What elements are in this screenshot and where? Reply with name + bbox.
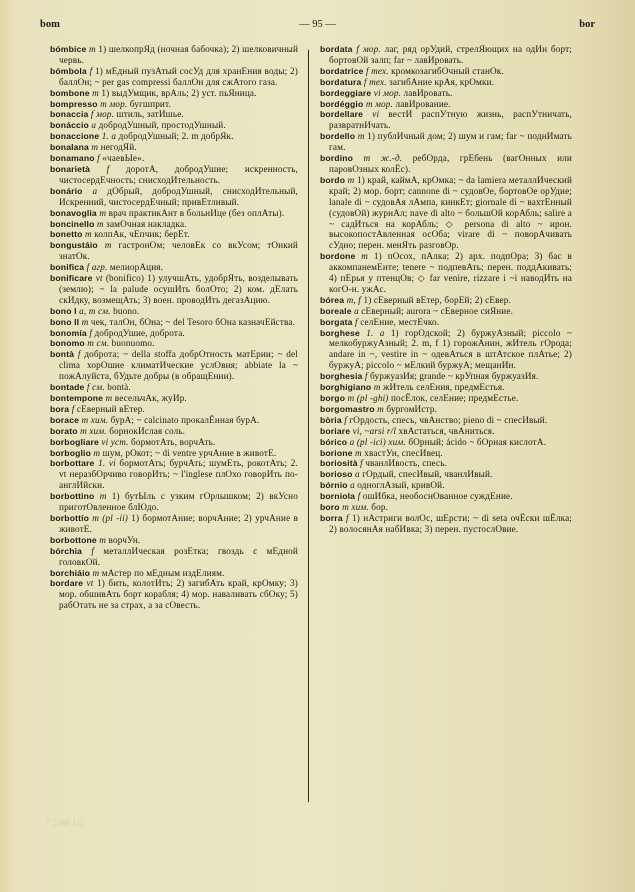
dictionary-entry	[50, 262, 298, 273]
grammar-label: f	[344, 414, 347, 425]
headword: bórnio	[320, 480, 348, 491]
headword: bonaccione	[50, 131, 100, 142]
headword: bombone	[50, 87, 90, 98]
grammar-label: f тех.	[365, 65, 389, 76]
grammar-label: m	[91, 142, 99, 153]
grammar-label: f тех.	[363, 76, 387, 87]
dictionary-entry	[320, 109, 572, 131]
headword: bómbice	[50, 44, 87, 54]
definition: bontà.	[107, 382, 131, 393]
definition: загибАние крАя, крОмки.	[389, 76, 495, 87]
definition: 1) публИчный дом; 2) шум и гам; far ~ поднИмать гам.	[329, 131, 572, 153]
dictionary-entry	[50, 535, 298, 546]
grammar-label: m, f	[346, 294, 361, 305]
dictionary-entry	[320, 99, 572, 110]
grammar-label: f	[91, 545, 95, 556]
dictionary-entry	[320, 88, 572, 99]
definition: буржуазИя; grande ~ крУпная буржуазИя.	[370, 371, 539, 382]
definition: гОрдость, спесь, чвАнство; pieno di ~ спесИвый.	[349, 414, 548, 425]
grammar-label: vi уст.	[101, 436, 129, 447]
headword: bonarietà	[50, 163, 91, 174]
definition: чек, талОн, бОна; ~ del Tesoro бОна казначЕйства.	[90, 316, 296, 327]
dictionary-entry	[50, 88, 298, 99]
definition: бормотАть, ворчАть.	[131, 436, 216, 447]
headword: bonáccio	[50, 120, 89, 131]
dictionary-entry	[50, 349, 298, 382]
definition: добродУшный; 2. m добрЯк.	[118, 131, 234, 142]
definition: buonuomo.	[111, 338, 155, 349]
dictionary-entry	[320, 448, 572, 459]
column-divider	[308, 50, 309, 802]
headword: borghigiano	[320, 382, 372, 393]
headword: borbottino	[50, 491, 95, 502]
headword: bórea	[320, 294, 345, 305]
definition: (bonifico) 1) улучшАть, удобрЯть, возделывать (землю); ~ la palude осушИть болОто; 2) ком. дЕлать скИдку, возмещАть; 3) воен. проводИть дегазАцию.	[59, 273, 298, 305]
grammar-label: m (pl -ii)	[92, 512, 129, 523]
dictionary-entry	[320, 404, 572, 415]
dictionary-entry	[50, 306, 298, 317]
definition: лаг, ряд орУдий, стрелЯющих на одИн борт; бортовОй залп; far ~ лавИровать.	[329, 44, 572, 65]
grammar-label: m ж.-д.	[363, 153, 403, 164]
definition: одноглАзый, кривОй.	[357, 480, 445, 491]
dictionary-entry	[320, 66, 572, 77]
dictionary-entry	[50, 66, 298, 88]
headword: borgo	[320, 393, 346, 403]
definition: сЕверный; aurora ~ сЕверное сиЯние.	[361, 305, 514, 316]
dictionary-entry	[50, 153, 298, 164]
headword: borghese	[320, 327, 360, 338]
dictionary-entry	[320, 393, 572, 404]
dictionary-entry	[50, 120, 298, 131]
definition: дОбрый, добродУшный, снисходИтельный, Искренний, чистосердЕчный; привЕтливый.	[59, 185, 298, 207]
left-column	[50, 44, 298, 611]
headword: bompresso	[50, 98, 98, 109]
definition: добродУшный, простодУшный.	[98, 120, 226, 131]
grammar-label: f	[355, 316, 358, 327]
headword: bonaccia	[50, 109, 89, 120]
dictionary-entry	[50, 328, 298, 339]
definition: доброта; ~ della stoffa добрОтность матЕрии; ~ del clima хорОшие климатИческие услОвия; abbiate la ~ пожАлуйста, бУдьте добры (в обращЕнии).	[59, 349, 298, 382]
definition: ошИбка, необоснОванное суждЕние.	[362, 491, 513, 502]
headword: bongustáio	[50, 240, 98, 251]
grammar-label: f	[106, 163, 110, 174]
headword: boro	[320, 502, 340, 513]
grammar-label: a	[355, 469, 360, 480]
grammar-label: f	[346, 512, 349, 523]
left-guide-word: bom	[40, 19, 60, 30]
definition: бургомИстр.	[386, 403, 438, 414]
dictionary-entry	[50, 229, 298, 240]
running-head	[40, 19, 595, 33]
definition: негодЯй.	[100, 142, 137, 153]
grammar-label: f см.	[86, 382, 105, 393]
dictionary-entry	[50, 164, 298, 186]
headword: boriosità	[320, 458, 358, 469]
right-guide-word: bor	[579, 19, 595, 30]
definition: бор.	[371, 502, 389, 513]
definition: чванлИвость, спесь.	[365, 458, 447, 469]
definition: 1) выдУмщик, врАль; 2) уст. пьЯница.	[101, 87, 257, 98]
headword: borra	[320, 512, 343, 523]
grammar-label: f	[89, 327, 93, 338]
grammar-label: m	[85, 229, 92, 240]
headword: bonomo	[50, 338, 85, 349]
dictionary-entry	[50, 578, 298, 611]
headword: borioso	[320, 469, 353, 480]
grammar-label: f мор.	[356, 44, 381, 54]
headword: bordo	[320, 174, 346, 185]
headword: bontempone	[50, 393, 104, 403]
grammar-label: vt	[95, 273, 103, 284]
headword: boriare	[320, 425, 351, 436]
dictionary-entry	[320, 382, 572, 393]
definition: хвастУн, спесИвец.	[364, 447, 443, 458]
headword: bonavoglia	[50, 207, 97, 218]
dictionary-entry	[320, 426, 572, 437]
grammar-label: vt	[86, 578, 94, 589]
grammar-label: m	[99, 534, 107, 545]
definition: бурА; ~ calcinato прокалЁнная бурА.	[110, 414, 260, 425]
headword: bórchia	[50, 545, 83, 556]
grammar-label: a	[92, 185, 98, 196]
headword: bonamano	[50, 153, 95, 164]
grammar-label: m	[92, 567, 100, 578]
dictionary-entry	[50, 415, 298, 426]
headword: borbottío	[50, 512, 90, 523]
headword: bòria	[320, 414, 342, 425]
headword: borbottare	[50, 458, 95, 469]
headword: borboglio	[50, 447, 91, 458]
grammar-label: 1. a	[366, 327, 385, 338]
definition: бОрный; ácido ~ бОрная кислотА.	[408, 436, 547, 447]
dictionary-entry	[50, 273, 298, 306]
grammar-label: f	[89, 65, 93, 76]
dictionary-entry	[50, 382, 298, 393]
definition: замОчная накладка.	[106, 218, 187, 229]
dictionary-entry	[320, 437, 572, 448]
definition: штиль, затИшье.	[116, 109, 184, 120]
headword: bordéggio	[320, 98, 364, 109]
definition: хвАстаться, чвАниться.	[398, 425, 495, 436]
headword: bonifica	[50, 262, 85, 273]
definition: весельчАк, жуИр.	[114, 393, 187, 403]
headword: boreale	[320, 305, 352, 316]
headword: bordare	[50, 578, 84, 589]
grammar-label: f	[77, 349, 81, 360]
definition: 1) шелкопрЯд (ночная бабочка); 2) шелковичный червь.	[59, 44, 299, 65]
definition: 1) край, каймА, крОмка; ~ da lamiera металлИческий край; 2) мор. борт; cannone di ~ судовОе, бортовОе орУдие; lanale di ~ судовАя лАмпа, кинкЕт; giornale di ~ вахтЕнный (судовОй) журнАл; nave di alto ~ большОй корАбль; salire a ~ садИться на корАбль; ◇ persona di alto ~ ирон. высокопостАвленная осОба; virare di ~ поворАчивать сУдно; перен. менЯть разговОр.	[329, 174, 573, 251]
dictionary-entry	[50, 186, 298, 208]
grammar-label: f	[364, 371, 368, 382]
definition: лавИровать.	[403, 87, 453, 98]
definition: лавИрование.	[395, 98, 451, 109]
dictionary-entry	[50, 393, 298, 404]
grammar-label: a	[354, 305, 359, 316]
dictionary-entry	[50, 458, 298, 491]
grammar-label: f	[360, 458, 363, 469]
headword: bómbola	[50, 65, 87, 76]
headword: borbottone	[50, 534, 97, 545]
grammar-label: m	[99, 207, 107, 218]
dictionary-entry	[320, 295, 572, 306]
headword: boncinello	[50, 218, 95, 229]
grammar-label: f мор.	[90, 109, 115, 120]
grammar-label: m хим.	[342, 502, 369, 513]
definition: шум, рОкот; ~ di ventre урчАние в животЕ.	[102, 447, 277, 458]
dictionary-entry	[320, 131, 572, 153]
dictionary-entry	[50, 240, 298, 262]
definition: 1) нАстриги волОс, шЕрсти; ~ di seta очЁски шЁлка; 2) волосянАя набИвка; 3) перен. пустослОвие.	[329, 512, 572, 534]
grammar-label: m	[92, 87, 99, 98]
definition: доротА, добродУшие; искренность, чистосердЕчность; снисходИтельность.	[59, 163, 298, 185]
definition: борнокИслая соль.	[109, 425, 186, 436]
grammar-label: 1. a	[101, 131, 117, 142]
grammar-label: a	[350, 480, 355, 491]
definition: buono.	[113, 305, 140, 316]
definition: добродУшие, доброта.	[94, 327, 185, 338]
definition: бугшприт.	[129, 98, 171, 109]
definition: врач практикАнт в больнИце (без оплАты).	[108, 207, 285, 218]
grammar-label: m	[104, 240, 112, 251]
grammar-label: a	[91, 120, 97, 131]
grammar-label: vi, ~arsi r/l	[352, 425, 397, 436]
definition: 1) горОдской; 2) буржуАзный; piccolo ~ мелкобуржуАзный; 2. m, f 1) горожАнин, жИтель гОрода; andare in ~, vestire in ~ одевАться в штАтское плАтье; 2) буржуА; piccolo ~ мЕлкий буржуА; мещанИн.	[329, 327, 572, 371]
headword: bórico	[320, 436, 348, 447]
headword: bora	[50, 403, 70, 414]
dictionary-entry	[320, 317, 572, 328]
definition: ворчУн.	[108, 534, 141, 545]
definition: гОрдый, спесИвый, чванлИвый.	[362, 469, 493, 480]
dictionary-entry	[50, 219, 298, 230]
grammar-label: m хим.	[81, 414, 109, 425]
grammar-label: m	[347, 174, 355, 185]
definition: селЕние, местЕчко.	[360, 316, 440, 327]
headword: bordata	[320, 44, 353, 54]
grammar-label: m	[377, 403, 384, 414]
definition: ребОрда, грЕбень (вагОнных или паровОзных колЁс).	[329, 153, 572, 174]
grammar-label: a, m см.	[79, 305, 111, 316]
definition: кромкозагибОчный станОк.	[391, 65, 504, 76]
dictionary-entry	[50, 109, 298, 120]
grammar-label: m (pl -ghi)	[347, 393, 389, 403]
grammar-label: f	[357, 491, 361, 502]
headword: borato	[50, 425, 78, 436]
headword: borchiáio	[50, 567, 91, 578]
footer-printer-mark: 7 2386 1/2	[45, 818, 84, 828]
definition: гастронОм; человЕк со вкУсом; тОнкий знатОк.	[59, 240, 298, 262]
dictionary-entry	[50, 491, 298, 513]
grammar-label: vi мор.	[373, 87, 402, 98]
definition: сЕверный вЕтер.	[76, 403, 145, 414]
definition: «чаевЫе».	[102, 153, 145, 164]
grammar-label: m	[88, 44, 96, 54]
definition: мАстер по мЕдным издЕлиям.	[101, 567, 225, 578]
grammar-label: f агр.	[86, 262, 108, 273]
dictionary-entry	[320, 502, 572, 513]
dictionary-entry	[320, 469, 572, 480]
grammar-label: m	[361, 251, 369, 262]
grammar-label: m мор.	[100, 98, 128, 109]
dictionary-entry	[50, 448, 298, 459]
dictionary-entry	[320, 371, 572, 382]
dictionary-entry	[50, 513, 298, 535]
definition: 1) мЕдный пузАтый сосУд для хранЕния воды; 2) баллОн; ~ per gas compressi баллОн для сжАтого газа.	[59, 65, 299, 87]
definition: вестИ распУтную жизнь, распУтничать, развратнИчать.	[329, 109, 573, 131]
dictionary-entry	[50, 131, 298, 142]
headword: bordatrice	[320, 65, 364, 76]
grammar-label: m	[357, 131, 365, 142]
headword: bonomía	[50, 327, 87, 338]
headword: borgomastro	[320, 403, 375, 414]
dictionary-entry	[320, 251, 572, 295]
page-number: — 95 —	[299, 19, 336, 30]
headword: borione	[320, 447, 353, 458]
grammar-label: m	[93, 447, 101, 458]
headword: bordone	[320, 251, 356, 262]
definition: мелиорАция.	[109, 262, 164, 273]
dictionary-entry	[50, 44, 298, 66]
dictionary-entry	[320, 415, 572, 426]
grammar-label: m см.	[87, 338, 110, 349]
dictionary-entry	[50, 437, 298, 448]
definition: 1) пОсох, пАлка; 2) арх. подпОра; 3) бас в аккомпанемЕнте; tenere ~ подпевАть; перен. поддАкивать; 4) пЕрья у птенцОв; ◇ far venire, rizzare i ~i наводИть на когО-н. ужАс.	[329, 251, 573, 294]
dictionary-entry	[320, 491, 572, 502]
definition: 1) сЕверный вЕтер, борЕй; 2) сЕвер.	[363, 294, 511, 305]
right-column	[320, 44, 572, 535]
headword: borniola	[320, 491, 356, 502]
grammar-label: m	[99, 491, 107, 502]
grammar-label: m	[355, 447, 362, 458]
headword: bono II	[50, 316, 80, 327]
headword: bonificare	[50, 273, 93, 284]
dictionary-entry	[50, 426, 298, 437]
grammar-label: m	[105, 393, 113, 403]
dictionary-entry	[50, 99, 298, 110]
dictionary-entry	[50, 142, 298, 153]
dictionary-entry	[320, 44, 572, 66]
dictionary-entry	[320, 458, 572, 469]
headword: bordello	[320, 131, 356, 142]
headword: bordeggiare	[320, 87, 372, 98]
definition: 1) бить, колотИть; 2) загибАть край, крОмку; 3) мор. обшивАть борт корабля; 4) мор. наваливать сбОку; 5) рабОтать не за страх, а за сОвесть.	[59, 578, 298, 611]
headword: borghesia	[320, 371, 363, 382]
headword: borbogliare	[50, 436, 99, 447]
headword: bonalana	[50, 142, 89, 153]
grammar-label: m мор.	[365, 98, 393, 109]
headword: bordellare	[320, 109, 364, 120]
definition: 1) бутЫль с узким гОрлышком; 2) вкУсно приготОвленное блЮдо.	[59, 491, 298, 513]
headword: borace	[50, 414, 80, 425]
definition: металлИческая розЕтка; гвоздь с мЕдной головкОй.	[59, 545, 298, 567]
grammar-label: vi	[372, 109, 380, 120]
grammar-label: a (pl -ici) хим.	[349, 436, 406, 447]
dictionary-entry	[320, 153, 572, 175]
headword: borgata	[320, 316, 353, 327]
dictionary-entry	[320, 328, 572, 372]
grammar-label: f	[97, 153, 100, 164]
dictionary-entry	[50, 208, 298, 219]
headword: bordino	[320, 153, 354, 164]
headword: bonário	[50, 185, 83, 196]
definition: бормотАть; бурчАть; шумЕть, рокотАть; 2. vt неразбОрчиво говорИть; ~ l'inglese плОхо говорИть по-англИйски.	[59, 458, 298, 491]
dictionary-entry	[50, 404, 298, 415]
headword: bonetto	[50, 229, 83, 240]
grammar-label: 1. vi	[98, 458, 116, 469]
definition: жИтель селЕния, предмЕстья.	[383, 382, 505, 393]
dictionary-entry	[320, 513, 572, 535]
definition: посЁлок, селЕние; предмЕстье.	[390, 393, 519, 403]
dictionary-entry	[50, 338, 298, 349]
dictionary-entry	[320, 175, 572, 251]
dictionary-entry	[50, 317, 298, 328]
dictionary-entry	[320, 306, 572, 317]
dictionary-entry	[320, 77, 572, 88]
dictionary-entry	[50, 546, 298, 568]
grammar-label: m	[81, 316, 89, 327]
headword: bono I	[50, 305, 77, 316]
headword: bontà	[50, 349, 75, 360]
headword: bontade	[50, 382, 85, 393]
grammar-label: m хим.	[80, 425, 107, 436]
grammar-label: m	[373, 382, 381, 393]
grammar-label: m	[96, 218, 104, 229]
headword: bordatura	[320, 76, 362, 87]
grammar-label: f	[71, 403, 75, 414]
definition: 1) бормотАние; ворчАние; 2) урчАние в животЕ.	[59, 512, 299, 534]
dictionary-entry	[50, 568, 298, 579]
definition: колпАк, чЕпчик; берЕт.	[94, 229, 190, 240]
dictionary-entry	[320, 480, 572, 491]
